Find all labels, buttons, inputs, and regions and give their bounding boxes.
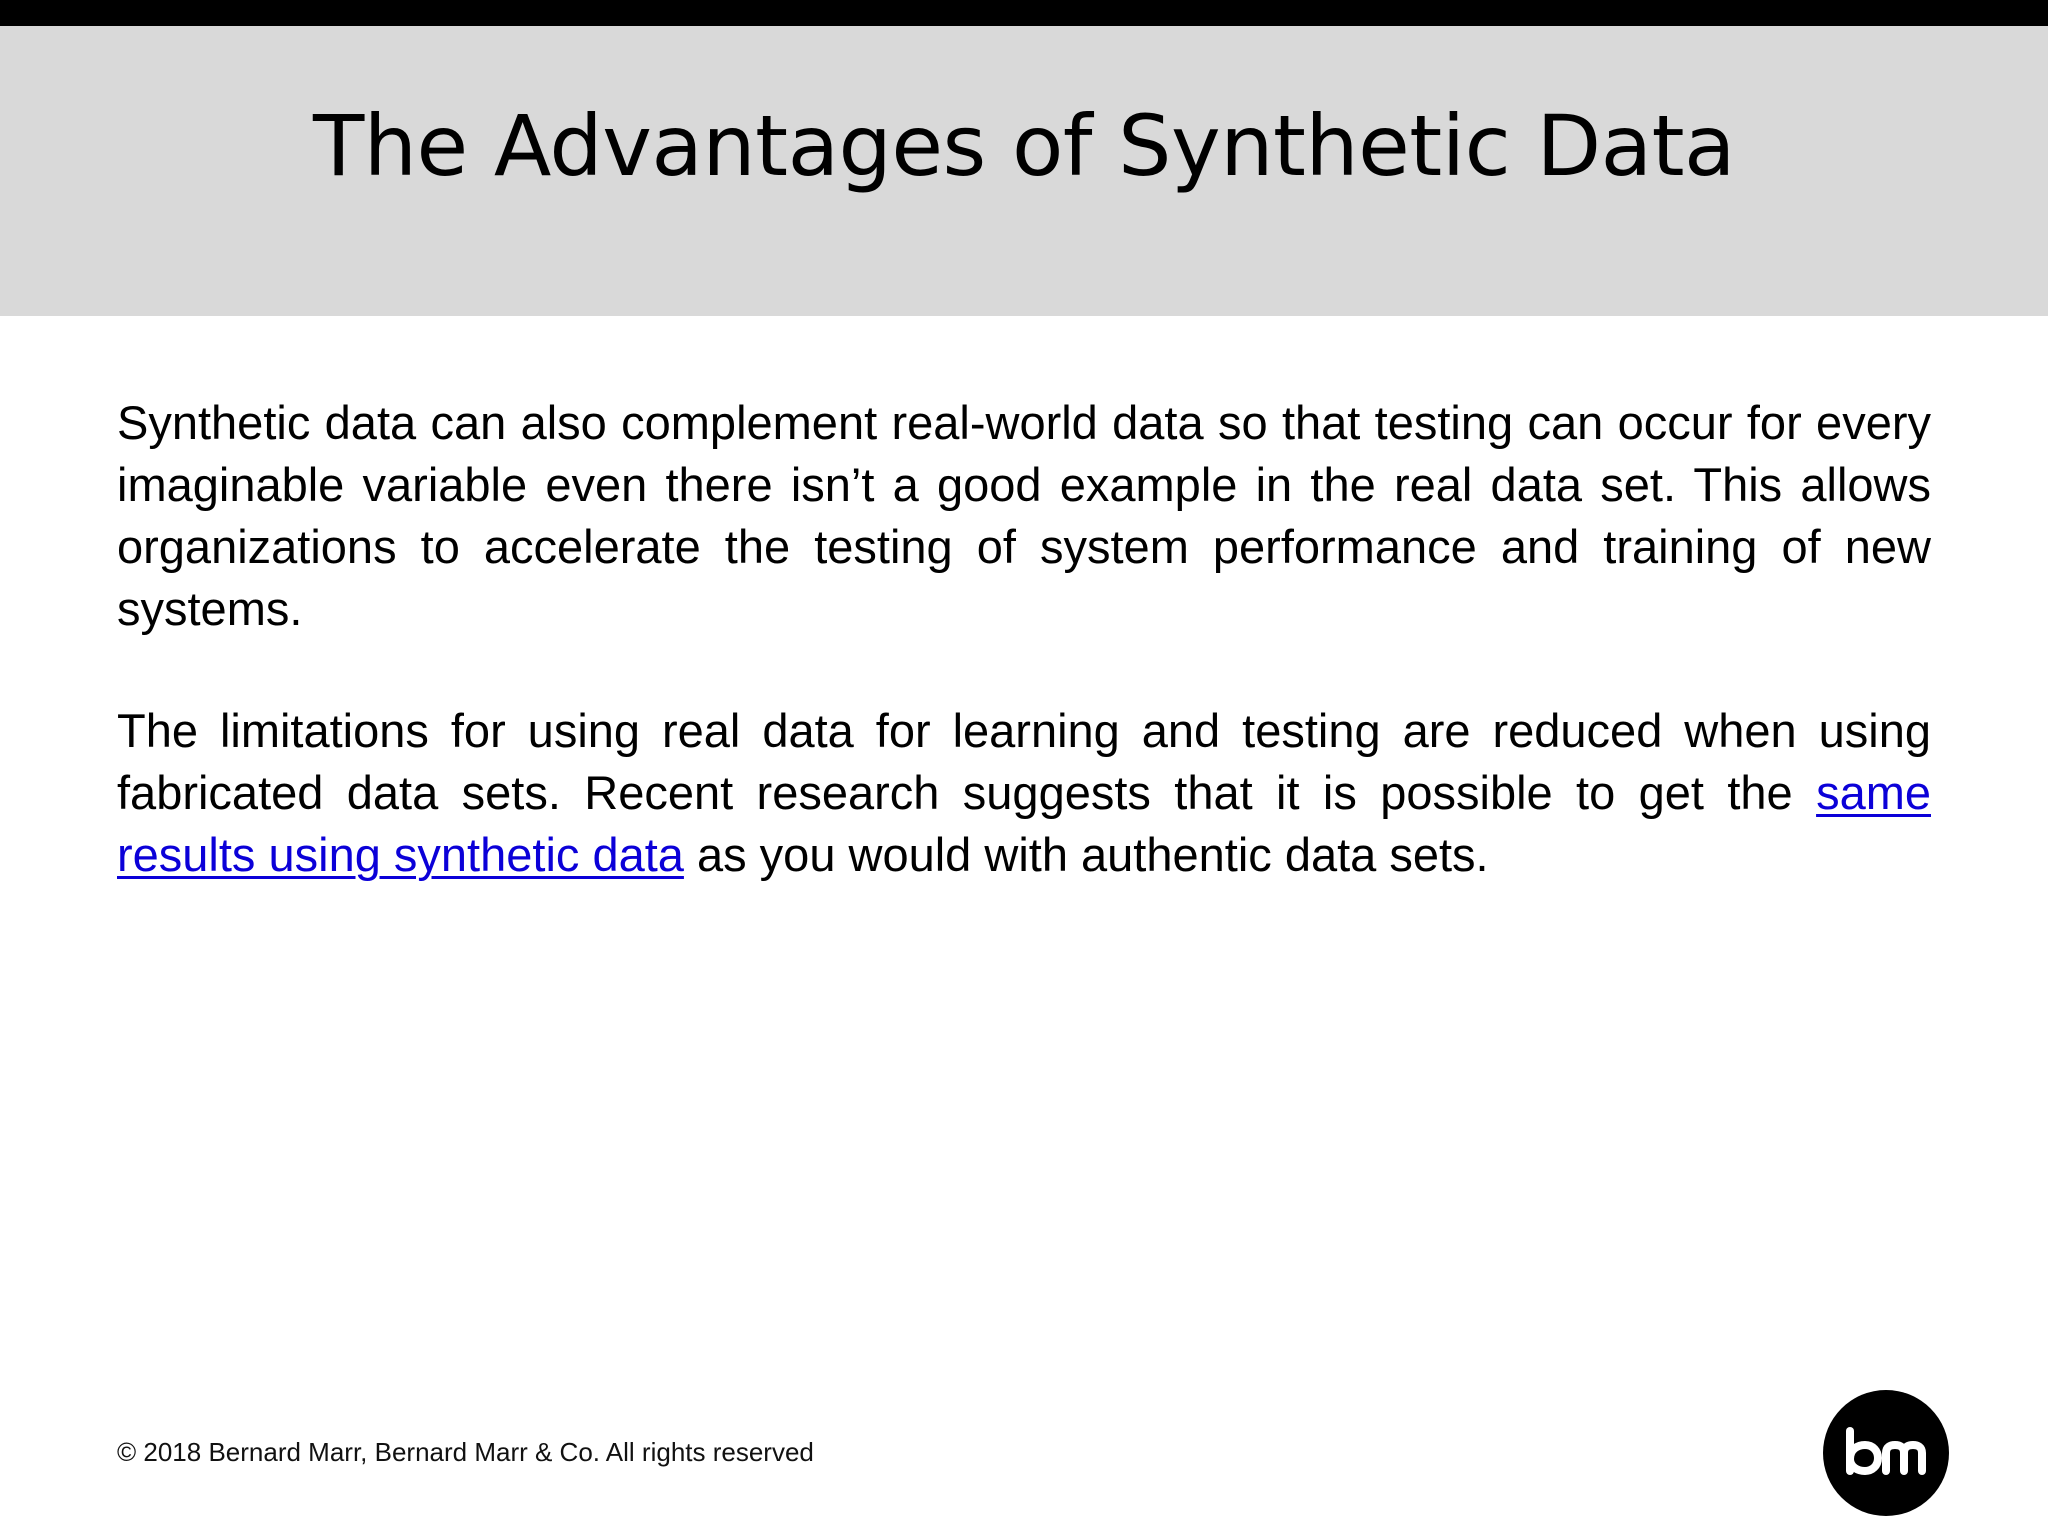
paragraph-1: Synthetic data can also complement real-world data so that testing can occur for every imaginable variable even there isn’t a good example in the real data set. This allows organizations to accelerate the testing of system performance and training of new systems. — [117, 396, 1931, 635]
paragraph-2-text-after-link: as you would with authentic data sets. — [683, 828, 1489, 881]
synthetic-data-results-link[interactable]: same results using synthetic data — [117, 766, 1931, 881]
bm-logo-icon — [1844, 1427, 1928, 1479]
paragraph-2-text-before-link: The limitations for using real data for learning and testing are reduced when using fabricated data sets. Recent research suggests that it is possible to get the — [117, 704, 1931, 819]
copyright-footer: © 2018 Bernard Marr, Bernard Marr & Co. All rights reserved — [117, 1437, 814, 1467]
paragraph-2 — [117, 700, 1931, 886]
slide-body — [117, 392, 1931, 946]
slide-title: The Advantages of Synthetic Data — [312, 97, 1736, 195]
top-bar — [0, 0, 2048, 26]
bernard-marr-logo — [1823, 1390, 1949, 1516]
